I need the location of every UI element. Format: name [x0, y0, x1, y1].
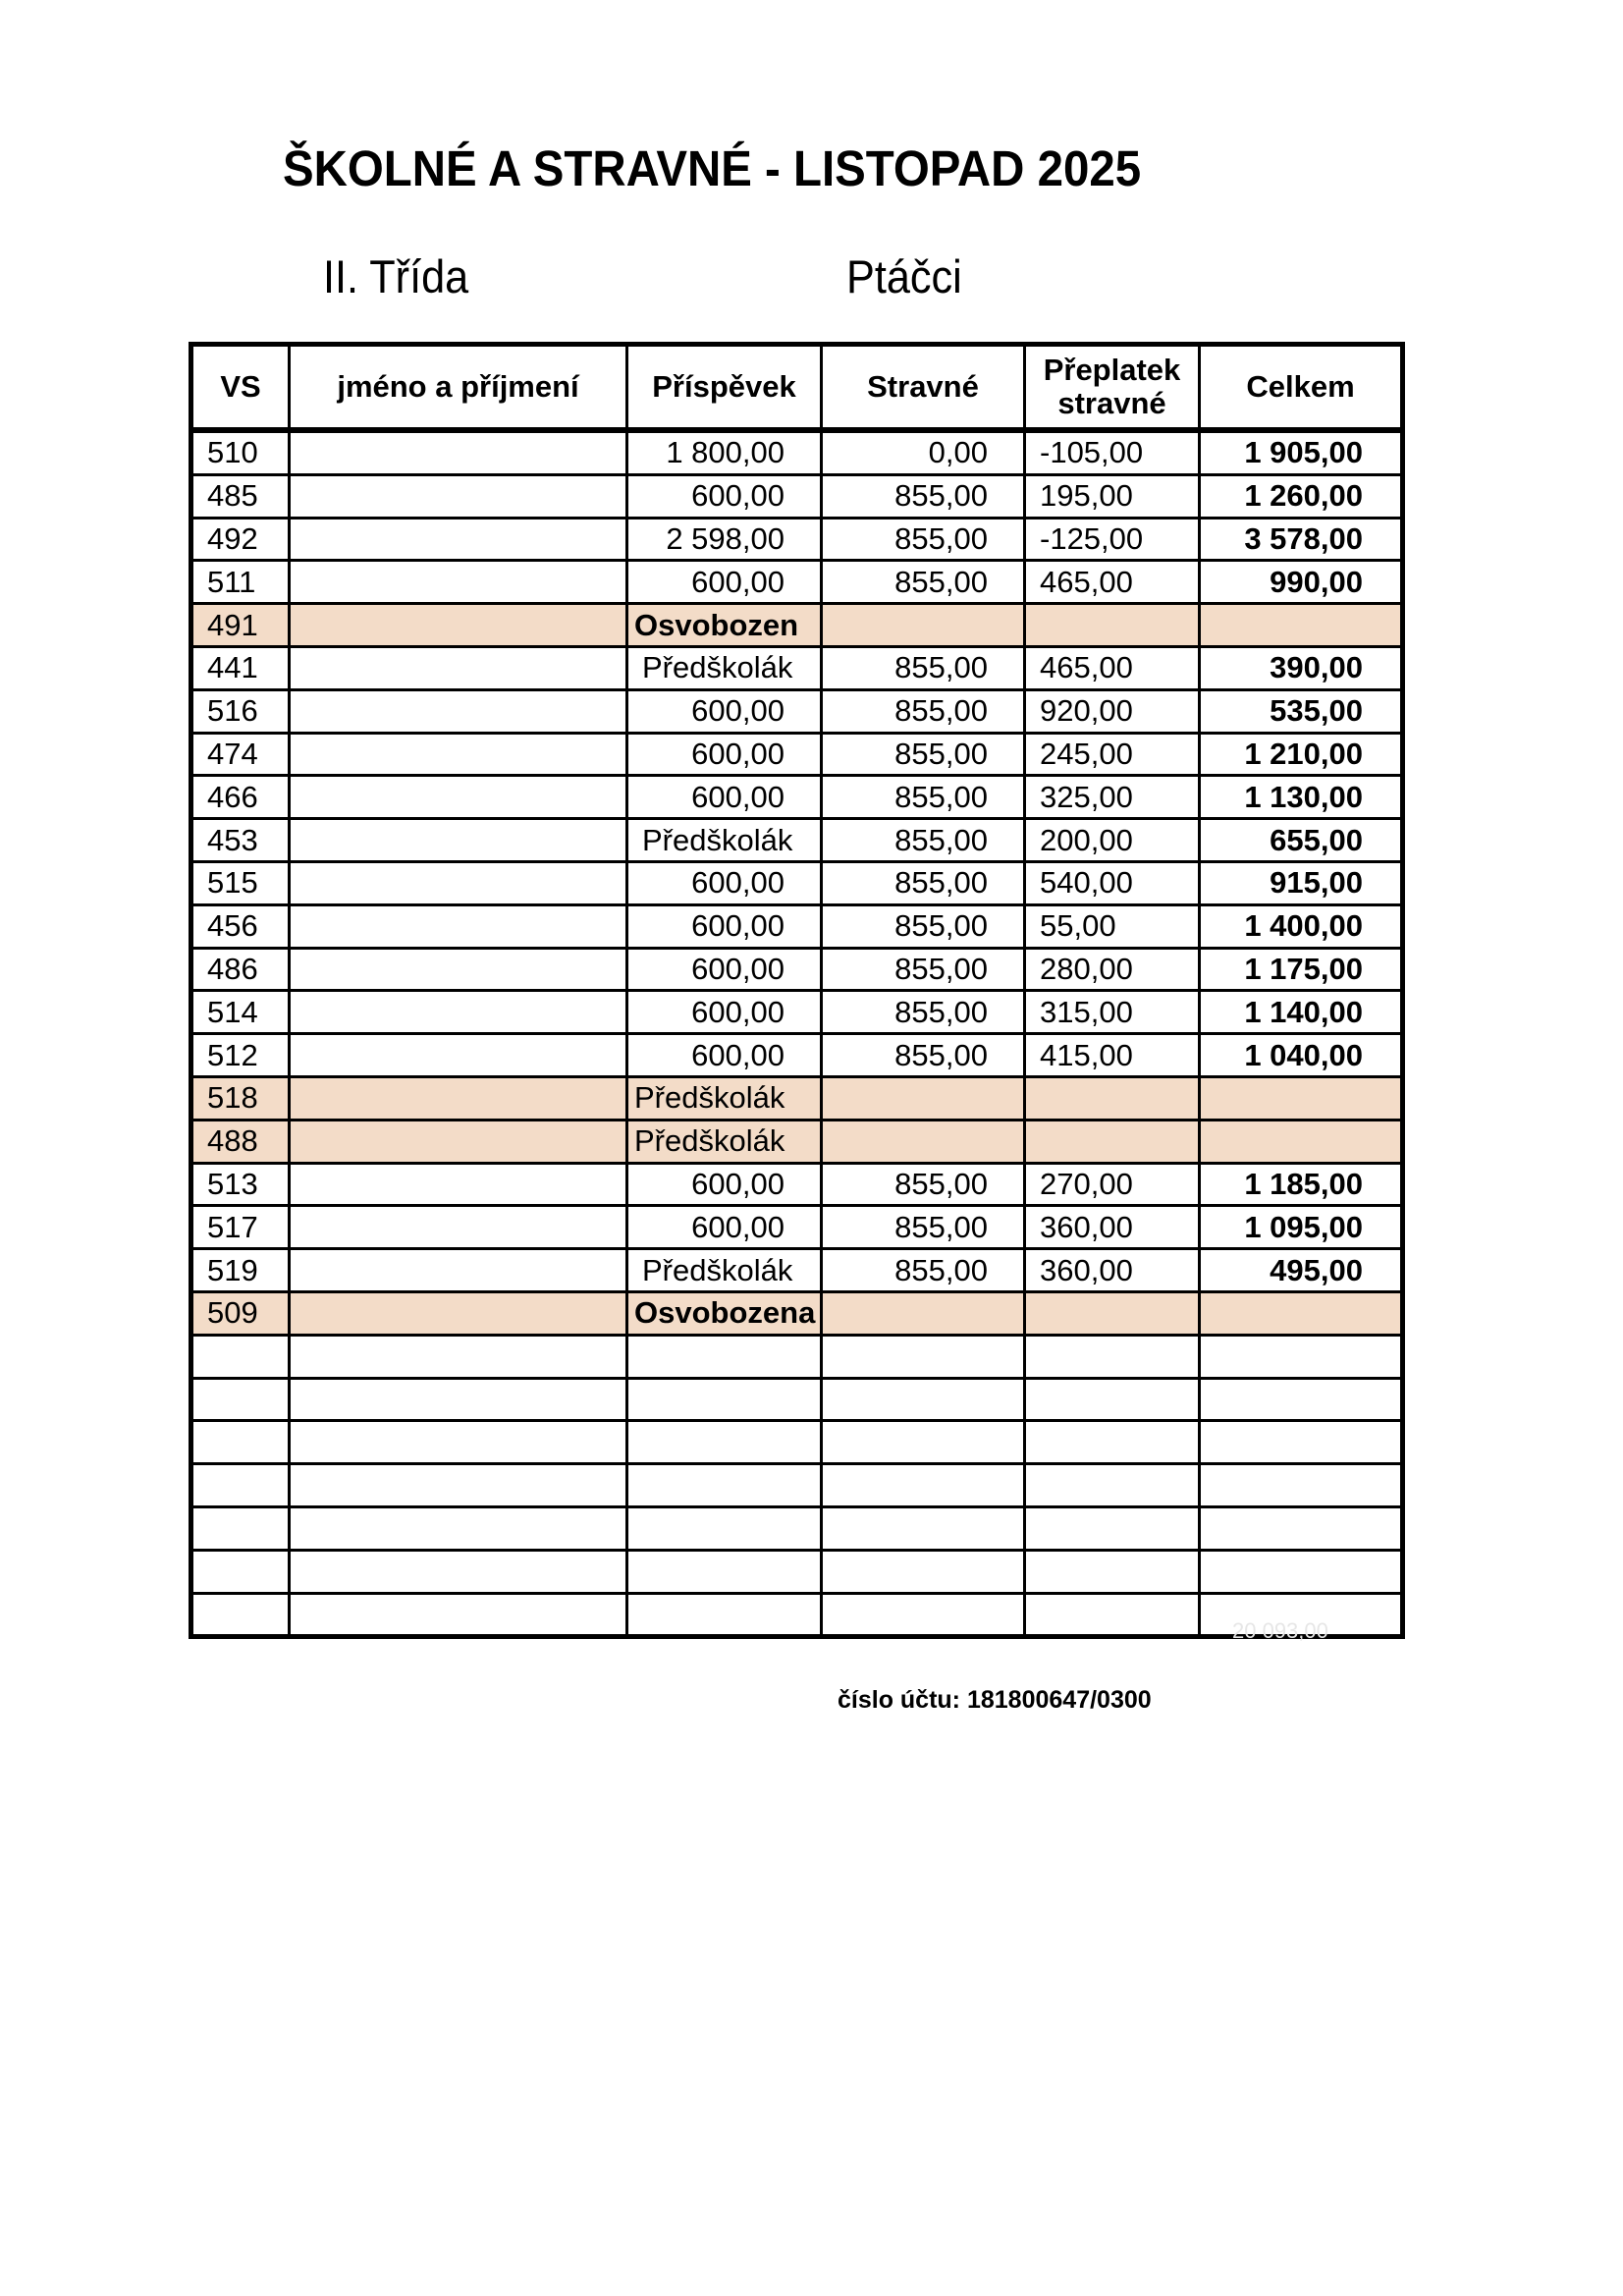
table-row	[191, 733, 1403, 776]
cell-stravne	[822, 1291, 1025, 1335]
cell-stravne	[822, 604, 1025, 647]
cell-vs: 510	[191, 430, 290, 474]
empty-cell	[191, 1593, 290, 1637]
cell-vs: 485	[191, 474, 290, 518]
cell-vs: 516	[191, 689, 290, 733]
empty-cell	[1200, 1335, 1403, 1378]
cell-vs: 486	[191, 948, 290, 991]
empty-cell	[1200, 1421, 1403, 1464]
empty-cell	[290, 1378, 627, 1421]
cell-celkem: 1 140,00	[1200, 991, 1403, 1034]
cell-stravne: 855,00	[822, 1206, 1025, 1249]
empty-cell	[1200, 1378, 1403, 1421]
empty-cell	[1025, 1335, 1200, 1378]
cell-vs: 474	[191, 733, 290, 776]
cell-vs: 511	[191, 561, 290, 604]
cell-stravne: 855,00	[822, 646, 1025, 689]
cell-prispevek: 600,00	[627, 1034, 822, 1077]
cell-celkem: 390,00	[1200, 646, 1403, 689]
cell-preplatek: 415,00	[1025, 1034, 1200, 1077]
cell-stravne	[822, 1076, 1025, 1120]
cell-stravne: 855,00	[822, 1249, 1025, 1292]
cell-stravne: 855,00	[822, 733, 1025, 776]
col-header-name: jméno a příjmení	[290, 345, 627, 431]
cell-celkem: 3 578,00	[1200, 518, 1403, 561]
cell-name	[290, 561, 627, 604]
cell-vs: 519	[191, 1249, 290, 1292]
cell-prispevek: 600,00	[627, 733, 822, 776]
cell-preplatek: 195,00	[1025, 474, 1200, 518]
table-row	[191, 1249, 1403, 1292]
table-row	[191, 518, 1403, 561]
cell-preplatek: 360,00	[1025, 1249, 1200, 1292]
cell-celkem: 1 905,00	[1200, 430, 1403, 474]
cell-note: Osvobozena	[627, 1291, 822, 1335]
cell-celkem: 1 130,00	[1200, 776, 1403, 819]
cell-prispevek: 600,00	[627, 561, 822, 604]
cell-preplatek: 540,00	[1025, 861, 1200, 904]
cell-celkem: 1 175,00	[1200, 948, 1403, 991]
col-header-preplatek	[1025, 345, 1200, 431]
empty-table-row	[191, 1421, 1403, 1464]
cell-prispevek: 600,00	[627, 1206, 822, 1249]
table-row	[191, 819, 1403, 862]
cell-celkem: 535,00	[1200, 689, 1403, 733]
empty-cell	[290, 1335, 627, 1378]
table-header-row	[191, 345, 1403, 431]
payments-table	[189, 342, 1405, 1639]
cell-prispevek: 2 598,00	[627, 518, 822, 561]
empty-cell	[627, 1506, 822, 1550]
empty-cell	[822, 1464, 1025, 1507]
cell-vs: 466	[191, 776, 290, 819]
empty-cell	[191, 1378, 290, 1421]
empty-cell	[822, 1421, 1025, 1464]
empty-cell	[1025, 1464, 1200, 1507]
cell-vs: 515	[191, 861, 290, 904]
table-row	[191, 1163, 1403, 1206]
empty-table-row	[191, 1335, 1403, 1378]
preplatek-line1: Přeplatek	[1043, 353, 1181, 387]
empty-table-row	[191, 1464, 1403, 1507]
empty-table-row	[191, 1593, 1403, 1637]
empty-cell	[1025, 1506, 1200, 1550]
cell-preplatek: 315,00	[1025, 991, 1200, 1034]
empty-cell	[1200, 1550, 1403, 1593]
table-row	[191, 604, 1403, 647]
empty-cell	[1025, 1550, 1200, 1593]
table-row	[191, 646, 1403, 689]
cell-celkem: 990,00	[1200, 561, 1403, 604]
empty-cell	[290, 1593, 627, 1637]
empty-cell	[191, 1506, 290, 1550]
group-name: Ptáčci	[846, 250, 962, 302]
empty-cell	[627, 1550, 822, 1593]
empty-cell	[191, 1335, 290, 1378]
cell-preplatek: 325,00	[1025, 776, 1200, 819]
cell-preplatek: 270,00	[1025, 1163, 1200, 1206]
cell-stravne: 855,00	[822, 991, 1025, 1034]
cell-note: Osvobozen	[627, 604, 822, 647]
cell-preplatek: 465,00	[1025, 561, 1200, 604]
cell-stravne: 855,00	[822, 1034, 1025, 1077]
cell-name	[290, 819, 627, 862]
cell-celkem	[1200, 1076, 1403, 1120]
cell-celkem	[1200, 604, 1403, 647]
cell-prispevek: 600,00	[627, 776, 822, 819]
table-row	[191, 474, 1403, 518]
empty-cell	[627, 1593, 822, 1637]
faint-bleed-through-total: 20 093,00	[1232, 1618, 1328, 1643]
cell-name	[290, 1034, 627, 1077]
empty-cell	[191, 1464, 290, 1507]
table-row	[191, 1120, 1403, 1163]
table-row	[191, 1291, 1403, 1335]
cell-preplatek: 465,00	[1025, 646, 1200, 689]
cell-name	[290, 430, 627, 474]
cell-prispevek: 600,00	[627, 474, 822, 518]
cell-name	[290, 1291, 627, 1335]
cell-vs: 492	[191, 518, 290, 561]
cell-prispevek: 600,00	[627, 689, 822, 733]
col-header-celkem: Celkem	[1200, 345, 1403, 431]
cell-preplatek: 200,00	[1025, 819, 1200, 862]
empty-cell	[822, 1506, 1025, 1550]
empty-cell	[290, 1506, 627, 1550]
cell-prispevek: 600,00	[627, 991, 822, 1034]
cell-preplatek: -125,00	[1025, 518, 1200, 561]
cell-celkem: 495,00	[1200, 1249, 1403, 1292]
empty-cell	[1025, 1421, 1200, 1464]
cell-preplatek: 245,00	[1025, 733, 1200, 776]
preplatek-line2: stravné	[1057, 386, 1166, 420]
cell-celkem	[1200, 1120, 1403, 1163]
cell-name	[290, 1249, 627, 1292]
empty-cell	[822, 1550, 1025, 1593]
cell-preplatek	[1025, 1291, 1200, 1335]
cell-preplatek: -105,00	[1025, 430, 1200, 474]
cell-name	[290, 474, 627, 518]
empty-cell	[290, 1464, 627, 1507]
empty-cell	[822, 1378, 1025, 1421]
cell-prispevek: 600,00	[627, 948, 822, 991]
cell-vs: 513	[191, 1163, 290, 1206]
cell-celkem: 1 185,00	[1200, 1163, 1403, 1206]
cell-celkem: 1 260,00	[1200, 474, 1403, 518]
cell-celkem: 1 095,00	[1200, 1206, 1403, 1249]
empty-table-row	[191, 1378, 1403, 1421]
cell-vs: 512	[191, 1034, 290, 1077]
cell-celkem: 1 400,00	[1200, 904, 1403, 948]
col-header-prispevek: Příspěvek	[627, 345, 822, 431]
cell-stravne	[822, 1120, 1025, 1163]
empty-cell	[1025, 1593, 1200, 1637]
cell-name	[290, 604, 627, 647]
table-row	[191, 991, 1403, 1034]
table-row	[191, 1034, 1403, 1077]
cell-name	[290, 991, 627, 1034]
document-title: ŠKOLNÉ A STRAVNÉ - LISTOPAD 2025	[283, 140, 1142, 196]
cell-vs: 509	[191, 1291, 290, 1335]
col-header-vs: VS	[191, 345, 290, 431]
cell-stravne: 855,00	[822, 689, 1025, 733]
empty-cell	[191, 1421, 290, 1464]
cell-prispevek: Předškolák	[627, 646, 822, 689]
cell-prispevek: Předškolák	[627, 819, 822, 862]
cell-stravne: 855,00	[822, 1163, 1025, 1206]
cell-preplatek: 280,00	[1025, 948, 1200, 991]
cell-celkem: 915,00	[1200, 861, 1403, 904]
cell-celkem	[1200, 1291, 1403, 1335]
empty-cell	[1025, 1378, 1200, 1421]
table-body	[191, 430, 1403, 1637]
empty-cell	[627, 1378, 822, 1421]
cell-name	[290, 776, 627, 819]
cell-name	[290, 1120, 627, 1163]
empty-cell	[1200, 1506, 1403, 1550]
cell-vs: 517	[191, 1206, 290, 1249]
empty-cell	[822, 1593, 1025, 1637]
cell-note: Předškolák	[627, 1120, 822, 1163]
table-row	[191, 904, 1403, 948]
cell-name	[290, 646, 627, 689]
cell-prispevek: 600,00	[627, 861, 822, 904]
cell-vs: 456	[191, 904, 290, 948]
cell-vs: 491	[191, 604, 290, 647]
table-row	[191, 776, 1403, 819]
table-row	[191, 689, 1403, 733]
account-number: číslo účtu: 181800647/0300	[838, 1686, 1152, 1714]
cell-stravne: 0,00	[822, 430, 1025, 474]
cell-preplatek	[1025, 1076, 1200, 1120]
cell-prispevek: 600,00	[627, 904, 822, 948]
table-row	[191, 861, 1403, 904]
cell-stravne: 855,00	[822, 518, 1025, 561]
cell-name	[290, 1206, 627, 1249]
cell-name	[290, 1163, 627, 1206]
cell-preplatek	[1025, 1120, 1200, 1163]
empty-cell	[191, 1550, 290, 1593]
cell-name	[290, 861, 627, 904]
cell-vs: 453	[191, 819, 290, 862]
class-label: II. Třída	[323, 250, 469, 302]
empty-cell	[290, 1421, 627, 1464]
cell-name	[290, 689, 627, 733]
empty-cell	[290, 1550, 627, 1593]
empty-cell	[822, 1335, 1025, 1378]
empty-table-row	[191, 1506, 1403, 1550]
table-row	[191, 430, 1403, 474]
cell-stravne: 855,00	[822, 776, 1025, 819]
empty-cell	[627, 1464, 822, 1507]
cell-preplatek: 55,00	[1025, 904, 1200, 948]
cell-name	[290, 733, 627, 776]
empty-table-row	[191, 1550, 1403, 1593]
cell-celkem: 1 210,00	[1200, 733, 1403, 776]
cell-stravne: 855,00	[822, 561, 1025, 604]
cell-celkem: 1 040,00	[1200, 1034, 1403, 1077]
cell-stravne: 855,00	[822, 948, 1025, 991]
table-row	[191, 561, 1403, 604]
cell-vs: 514	[191, 991, 290, 1034]
empty-cell	[1200, 1464, 1403, 1507]
table-row	[191, 1206, 1403, 1249]
cell-name	[290, 904, 627, 948]
col-header-stravne: Stravné	[822, 345, 1025, 431]
table-row	[191, 1076, 1403, 1120]
cell-vs: 488	[191, 1120, 290, 1163]
cell-stravne: 855,00	[822, 819, 1025, 862]
table-row	[191, 948, 1403, 991]
cell-prispevek: 1 800,00	[627, 430, 822, 474]
empty-cell	[627, 1335, 822, 1378]
cell-vs: 441	[191, 646, 290, 689]
cell-prispevek: 600,00	[627, 1163, 822, 1206]
cell-vs: 518	[191, 1076, 290, 1120]
cell-name	[290, 948, 627, 991]
cell-stravne: 855,00	[822, 904, 1025, 948]
cell-celkem: 655,00	[1200, 819, 1403, 862]
cell-note: Předškolák	[627, 1076, 822, 1120]
cell-preplatek	[1025, 604, 1200, 647]
cell-stravne: 855,00	[822, 474, 1025, 518]
cell-name	[290, 518, 627, 561]
cell-preplatek: 360,00	[1025, 1206, 1200, 1249]
cell-name	[290, 1076, 627, 1120]
cell-preplatek: 920,00	[1025, 689, 1200, 733]
empty-cell	[627, 1421, 822, 1464]
cell-prispevek: Předškolák	[627, 1249, 822, 1292]
cell-stravne: 855,00	[822, 861, 1025, 904]
